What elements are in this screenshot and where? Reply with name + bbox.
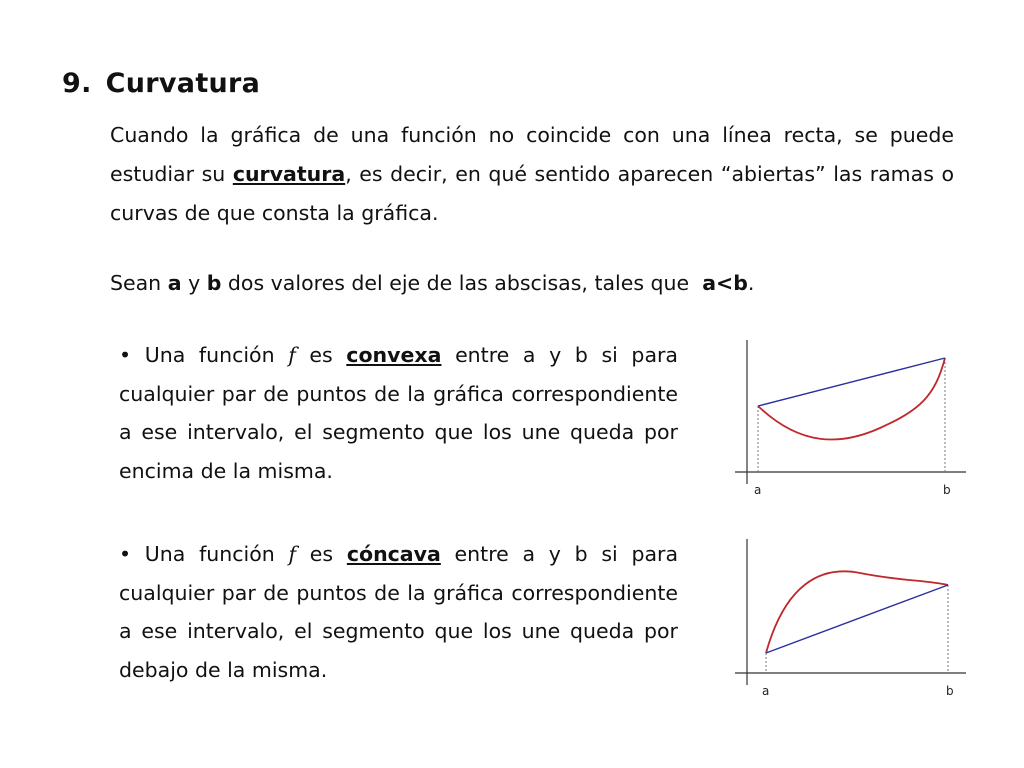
axis-label-a: a (754, 483, 762, 497)
var-b: b (206, 271, 222, 295)
concave-text-2: es (296, 542, 347, 566)
concave-definition (119, 535, 678, 689)
sean-period: . (747, 271, 755, 295)
sean-text-3: dos valores del eje de las abscisas, tales que (221, 271, 703, 295)
term-convexa: convexa (346, 343, 442, 367)
function-symbol: f (288, 542, 297, 566)
convex-text-3: entre a y b si para cualquier par de puntos de la gráfica correspondiente a ese intervalo, el segmento que los une queda por encima de la misma. (119, 343, 678, 483)
concave-curve (766, 571, 948, 653)
term-concava: cóncava (346, 542, 441, 566)
function-symbol: f (288, 343, 296, 367)
section-heading: Curvatura (105, 68, 261, 99)
intro-text-1: Cuando la gráfica de una función no coincide con una línea recta, se puede estudiar su (110, 123, 954, 186)
axis-label-b: b (943, 483, 951, 497)
secant-segment (758, 358, 945, 406)
bullet-icon: • (119, 542, 132, 566)
axis-label-b: b (946, 684, 954, 698)
intro-paragraph (110, 116, 954, 233)
intro-text-2: , es decir, en qué sentido aparecen “abiertas” las ramas o curvas de que consta la gráfica. (110, 162, 954, 225)
bullet-icon: • (119, 343, 132, 367)
concave-graph (730, 535, 970, 705)
axis-label-a: a (762, 684, 770, 698)
convex-text-1: Una función (131, 343, 289, 367)
sean-text-2: y (181, 271, 207, 295)
definition-a-b (110, 264, 954, 303)
sean-text-1: Sean (110, 271, 168, 295)
var-a: a (167, 271, 182, 295)
condition-a-lt-b: a<b (702, 271, 748, 295)
concave-text-1: Una función (131, 542, 289, 566)
convex-definition (119, 336, 678, 490)
section-number: 9. (62, 68, 92, 99)
term-curvatura: curvatura (232, 162, 346, 186)
concave-text-3: entre a y b si para cualquier par de puntos de la gráfica correspondiente a ese intervalo, el segmento que los une queda por debajo de la misma. (119, 542, 679, 682)
section-title (62, 68, 260, 99)
convex-text-2: es (295, 343, 347, 367)
convex-graph (730, 336, 970, 506)
